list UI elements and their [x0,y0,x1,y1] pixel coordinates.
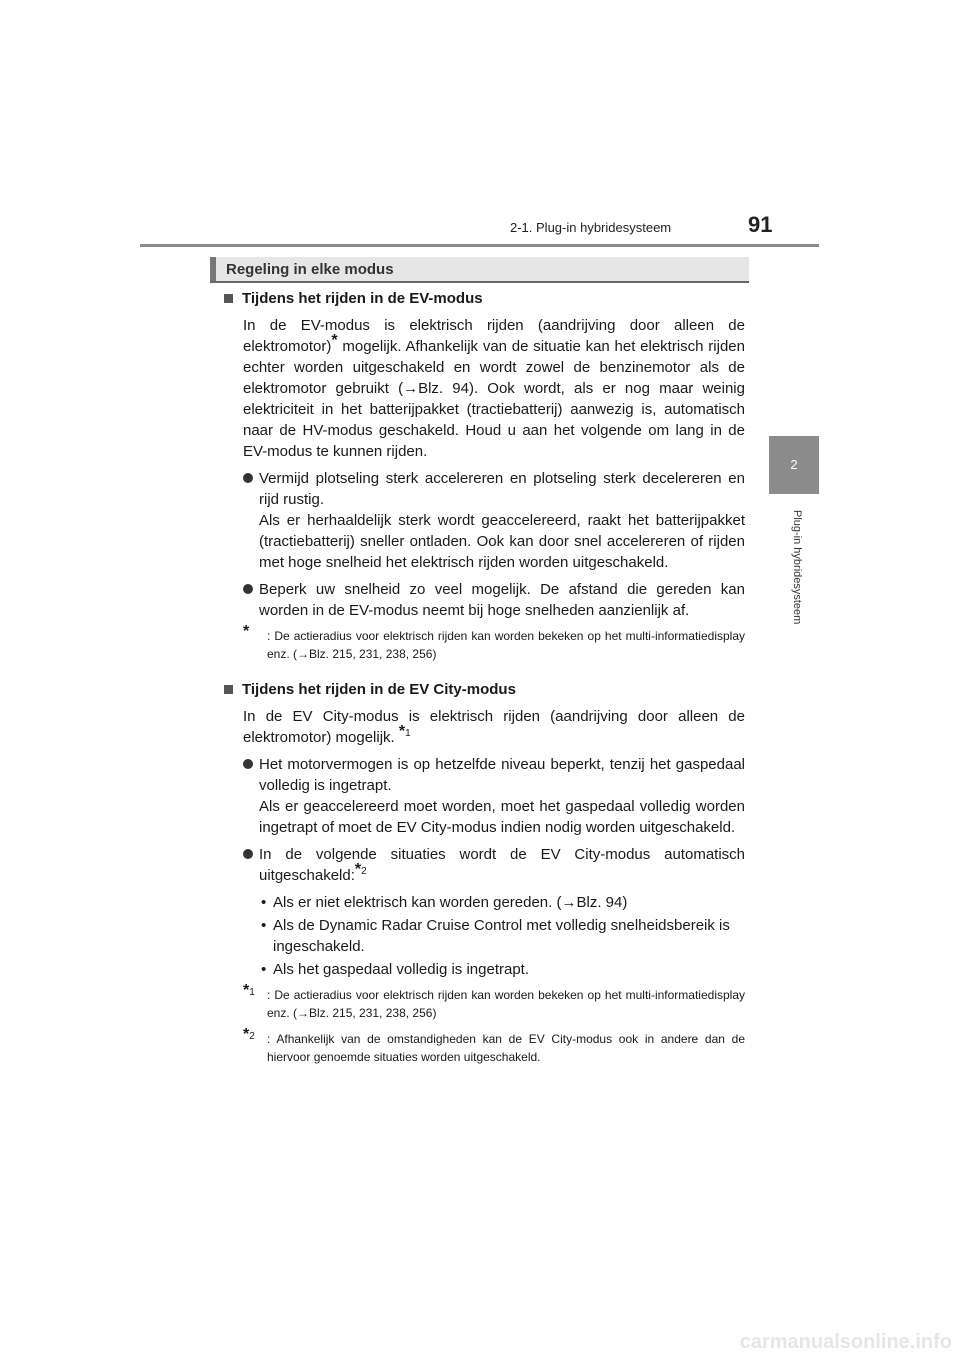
square-bullet-icon [224,294,233,303]
footnote-star: * [354,861,362,878]
footnote-mark: *1 [243,982,255,999]
bullet-dot-icon [243,849,253,859]
city-footnote-2-text: : Afhankelijk van de omstandigheden kan de EV City-modus ook in andere dan de hiervoor genoemde situaties worden uitgeschakeld. [267,1032,745,1064]
ev-paragraph-b: mogelijk. Afhankelijk van de situatie kan het elektrisch rijden echter worden uitgeschakeld en wordt zowel de benzinemotor als de elektromotor gebruikt (→Blz. 94). Ook wordt, als er nog maar weinig elektriciteit in het batterijpakket (tractiebatterij) aanwezig is, automatisch naar de HV-modus geschakeld. Houd u aan het volgende om lang in de EV-modus te kunnen rijden. [243,338,745,460]
page-number: 91 [748,212,773,237]
ev-heading [224,288,745,309]
list-item: • Als het gaspedaal volledig is ingetrapt. [261,961,529,978]
ev-paragraph [243,315,745,462]
city-heading [224,679,745,700]
chapter-tab: 2 [769,436,819,494]
section-accent [210,257,216,281]
ev-bullet-1-text-a: Vermijd plotseling sterk accelereren en plotseling sterk decelereren en rijd rustig. [259,470,745,508]
ev-bullet-1-text-b: Als er herhaaldelijk sterk wordt geaccelereerd, raakt het batterijpakket (tractiebatterij) sneller ontladen. Ook kan door snel accelereren of rijden met hoge snelheid het elektrisch rijden worden uitgeschakeld. [259,512,745,571]
footnote-star: * [331,332,338,349]
ev-bullet-2 [243,579,745,621]
bullet-dot-icon [243,759,253,769]
footnote-number: 1 [405,728,411,739]
ev-footnote [243,623,745,663]
list-item: • Als de Dynamic Radar Cruise Control met volledig snelheidsbereik is ingeschakeld. [261,917,730,955]
list-item-text: Als het gaspedaal volledig is ingetrapt. [273,961,529,978]
list-item: • Als er niet elektrisch kan worden gereden. (→Blz. 94) [261,894,628,911]
city-bullet-2 [243,844,745,886]
section-title: Regeling in elke modus [226,261,394,278]
ev-paragraph-a: In de EV-modus is elektrisch rijden (aandrijving door alleen de elektromotor) [243,317,745,355]
header-section-title: 2-1. Plug-in hybridesysteem [510,220,672,235]
watermark: carmanualsonline.info [739,1331,952,1353]
ev-heading-text: Tijdens het rijden in de EV-modus [242,290,483,307]
city-bullet-2-text [259,844,745,886]
city-bullet-1-text-a: Het motorvermogen is op hetzelfde niveau beperkt, tenzij het gaspedaal volledig is ingetrapt. [259,756,745,794]
city-heading-text: Tijdens het rijden in de EV City-modus [242,681,516,698]
footnote-mark: * [243,623,250,640]
ev-footnote-text: : De actieradius voor elektrisch rijden kan worden bekeken op het multi-informatiedisplay enz. (→Blz. 215, 231, 238, 256) [267,629,745,661]
header-rule [140,244,819,247]
city-footnote-1-text: : De actieradius voor elektrisch rijden kan worden bekeken op het multi-informatiedisplay enz. (→Blz. 215, 231, 238, 256) [267,988,745,1020]
bullet-dot-icon [243,584,253,594]
city-bullet-2-main: In de volgende situaties wordt de EV City-modus automatisch uitgeschakeld: [259,846,745,884]
content-body [224,288,745,1074]
footnote-star: * [398,723,406,740]
section-heading-bar [210,257,749,283]
city-footnote-1 [243,982,745,1022]
footnote-number: 2 [361,866,367,877]
square-bullet-icon [224,685,233,694]
city-paragraph [243,706,745,748]
footnote-mark: *2 [243,1026,255,1043]
city-footnote-2 [243,1026,745,1066]
city-paragraph-text: In de EV City-modus is elektrisch rijden (aandrijving door alleen de elektromotor) mogelijk. [243,708,745,746]
ev-bullet-2-text: Beperk uw snelheid zo veel mogelijk. De afstand die gereden kan worden in de EV-modus neemt bij hoge snelheden aanzienlijk af. [259,581,745,619]
city-bullet-1-text-b: Als er geaccelereerd moet worden, moet het gaspedaal volledig worden ingetrapt of moet de EV City-modus indien nodig worden uitgeschakeld. [259,798,745,836]
list-item-text: Als er niet elektrisch kan worden gereden. (→Blz. 94) [273,894,628,911]
ev-bullet-1 [243,468,745,573]
city-bullet-1 [243,754,745,838]
list-item-text: Als de Dynamic Radar Cruise Control met volledig snelheidsbereik is ingeschakeld. [273,917,730,955]
chapter-tab-label: Plug-in hybridesysteem [791,510,803,625]
bullet-dot-icon [243,473,253,483]
